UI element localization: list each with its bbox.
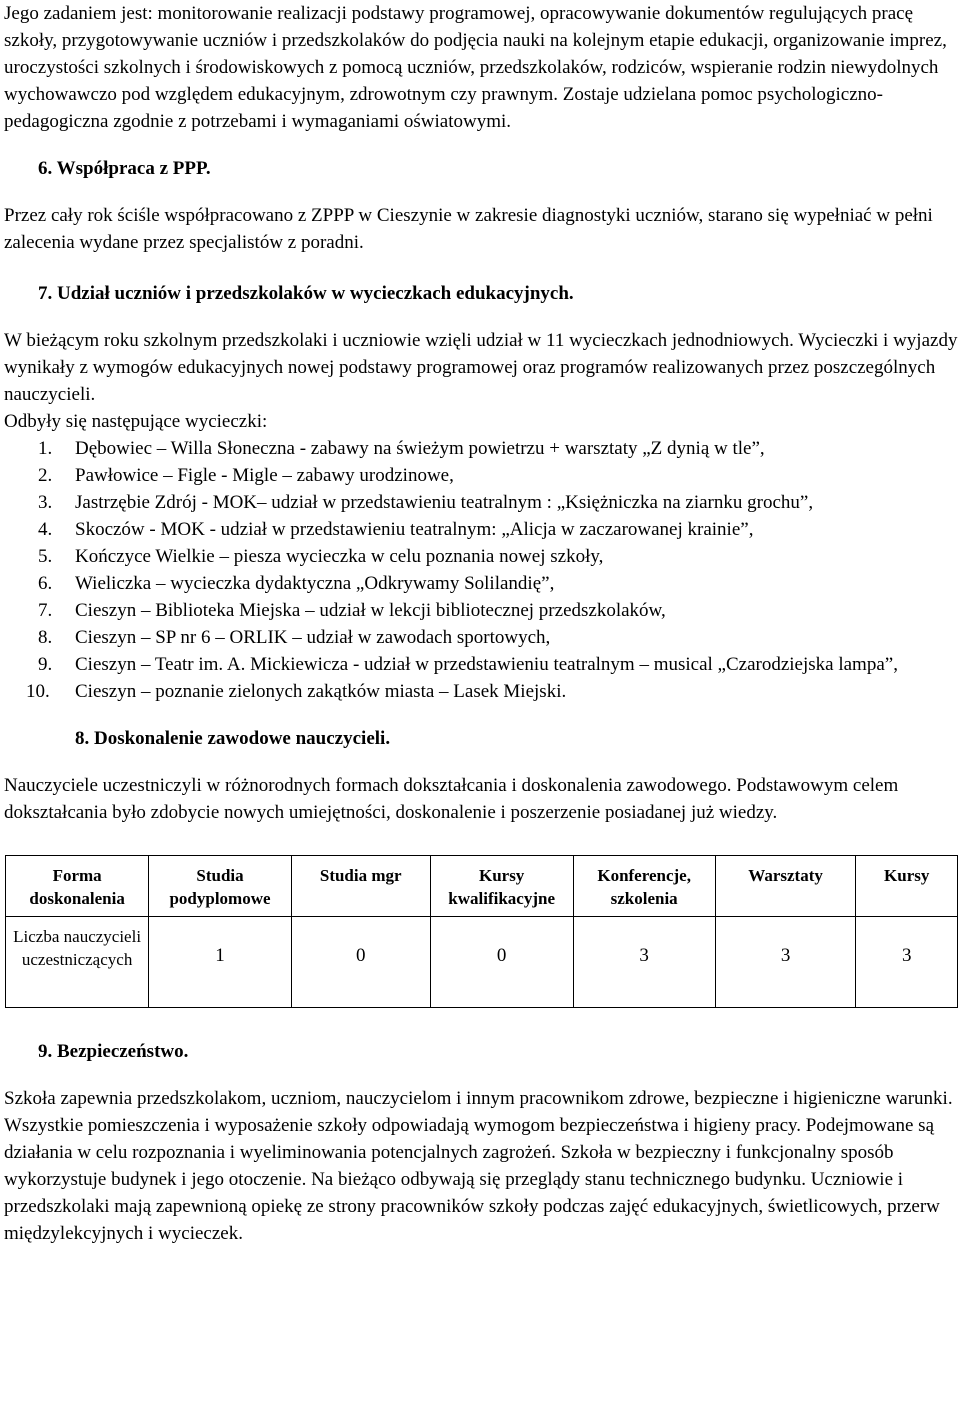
table-header-row [6,856,958,917]
table-header-cell: Kursy kwalifikacyjne [430,856,573,917]
trips-list-intro: Odbyły się następujące wycieczki: [4,411,268,432]
table-cell: 0 [291,917,430,1008]
list-item [4,678,958,705]
table-header-cell: Studia podyplomowe [149,856,292,917]
table-cell: 1 [149,917,292,1008]
list-item-text: Pawłowice – Figle - Migle – zabawy urodzinowe, [75,465,454,486]
list-item [4,570,958,597]
list-item [4,435,958,462]
table-cell: 3 [573,917,715,1008]
intro-paragraph: Jego zadaniem jest: monitorowanie realizacji podstawy programowej, opracowywanie dokumentów regulujących pracę szkoły, przygotowywanie uczniów i przedszkolaków do podjęcia nauki na kolejnym etapie edukacji, organizowanie imprez, uroczystości szkolnych i środowiskowych z pomocą uczniów, przedszkolaków, rodziców, wspieranie rodzin niewydolnych wychowawczo pod względem edukacyjnym, zdrowotnym czy prawnym. Zostaje udzielana pomoc psychologiczno-pedagogiczna zgodnie z potrzebami i wymaganiami oświatowymi. [4,3,947,132]
list-number: 9. [38,654,53,675]
list-number: 4. [38,519,53,540]
list-item-text: Kończyce Wielkie – piesza wycieczka w celu poznania nowej szkoły, [75,546,604,567]
list-item-text: Cieszyn – Teatr im. A. Mickiewicza - udział w przedstawieniu teatralnym – musical „Czarodziejska lampa”, [75,654,898,675]
list-item [4,489,958,516]
list-item-text: Wieliczka – wycieczka dydaktyczna „Odkrywamy Solilandię”, [75,573,555,594]
list-item [4,624,958,651]
list-number: 8. [38,627,53,648]
section-8-heading: 8. Doskonalenie zawodowe nauczycieli. [75,728,391,749]
section-9-paragraph: Szkoła zapewnia przedszkolakom, uczniom, nauczycielom i innym pracownikom zdrowe, bezpieczne i higieniczne warunki. Wszystkie pomieszczenia i wyposażenie szkoły odpowiadają wymogom bezpieczeństwa i higieny pracy. Podejmowane są działania w celu rozpoznania i wyeliminowania potencjalnych zagrożeń. Szkoła w bezpieczny i funkcjonalny sposób wykorzystuje budynek i jego otoczenie. Na bieżąco odbywają się przeglądy stanu technicznego budynku. Uczniowie i przedszkolaki mają zapewnioną opiekę ze strony pracowników szkoły podczas zajęć edukacyjnych, świetlicowych, przerw międzylekcyjnych i wycieczek. [4,1088,953,1244]
list-number: 3. [38,492,53,513]
section-7-paragraph: W bieżącym roku szkolnym przedszkolaki i uczniowie wzięli udział w 11 wycieczkach jednodniowych. Wycieczki i wyjazdy wynikały z wymogów edukacyjnych nowej podstawy programowej oraz programów realizowanych przez poszczególnych nauczycieli. [4,330,958,405]
table-cell: 3 [856,917,958,1008]
section-9-heading: 9. Bezpieczeństwo. [38,1041,189,1062]
section-6-paragraph: Przez cały rok ściśle współpracowano z ZPPP w Cieszynie w zakresie diagnostyki uczniów, starano się wypełniać w pełni zalecenia wydane przez specjalistów z poradni. [4,205,933,253]
section-8-paragraph: Nauczyciele uczestniczyli w różnorodnych formach dokształcania i doskonalenia zawodowego. Podstawowym celem dokształcania było zdobycie nowych umiejętności, doskonalenie i poszerzenie posiadanej już wiedzy. [4,775,899,823]
list-item-text: Jastrzębie Zdrój - MOK– udział w przedstawieniu teatralnym : „Księżniczka na ziarnku grochu”, [75,492,814,513]
list-item-text: Skoczów - MOK - udział w przedstawieniu teatralnym: „Alicja w zaczarowanej krainie”, [75,519,754,540]
section-6-heading: 6. Współpraca z PPP. [38,158,211,179]
list-item-text: Cieszyn – poznanie zielonych zakątków miasta – Lasek Miejski. [75,681,567,702]
list-item [4,651,958,678]
table-header-cell: Forma doskonalenia [6,856,149,917]
list-number: 5. [38,546,53,567]
training-table [5,855,958,1008]
list-number: 7. [38,600,53,621]
section-7-heading: 7. Udział uczniów i przedszkolaków w wycieczkach edukacyjnych. [38,283,574,304]
list-item [4,597,958,624]
trips-list [4,435,958,705]
table-header-cell: Kursy [856,856,958,917]
list-item-text: Dębowiec – Willa Słoneczna - zabawy na świeżym powietrzu + warsztaty „Z dynią w tle”, [75,438,765,459]
table-cell: 0 [430,917,573,1008]
list-number: 2. [38,465,53,486]
document-page [4,0,958,1247]
list-number: 10. [26,681,50,702]
table-row [6,917,958,1008]
list-item-text: Cieszyn – SP nr 6 – ORLIK – udział w zawodach sportowych, [75,627,551,648]
list-item [4,516,958,543]
list-number: 6. [38,573,53,594]
table-header-cell: Warsztaty [715,856,856,917]
table-cell: 3 [715,917,856,1008]
list-number: 1. [38,438,53,459]
table-row-label: Liczba nauczycieli uczestniczących [6,917,149,1008]
list-item-text: Cieszyn – Biblioteka Miejska – udział w lekcji bibliotecznej przedszkolaków, [75,600,666,621]
list-item [4,543,958,570]
table-header-cell: Konferencje, szkolenia [573,856,715,917]
table-header-cell: Studia mgr [291,856,430,917]
list-item [4,462,958,489]
